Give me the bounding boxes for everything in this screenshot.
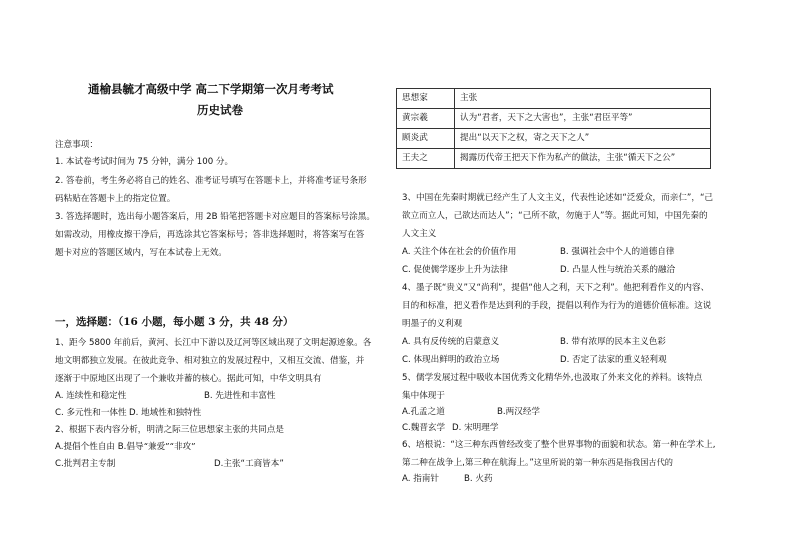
q3-option-a: A. 关注个体在社会的价值作用 [402, 247, 517, 257]
q5-stem-line: 5、儒学发展过程中吸收本国优秀文化精华外,也汲取了外来文化的养料。该特点 [402, 373, 703, 383]
q1-stem-line: 地文明都独立发展。在彼此竞争、相对独立的发展过程中，又相互交流、借鉴，并 [55, 356, 365, 366]
q6-stem-line [402, 458, 673, 468]
table-row [397, 109, 711, 129]
q3-stem-line: 人文主义 [402, 229, 437, 239]
q2-option-ab-text: A.提倡个性自由 B.倡导 [55, 442, 144, 452]
notes-line: 3. 答选择题时，选出每小题答案后，用 2B 铅笔把答题卡对应题目的答案标号涂黑。 [55, 212, 375, 222]
table-row [397, 129, 711, 149]
notes-line: 码粘贴在答题卡上的指定位置。 [55, 194, 176, 204]
q2-stem: 2、根据下表内容分析，明清之际三位思想家主张的共同点是 [55, 425, 284, 435]
table-cell: 顾炎武 [397, 129, 455, 149]
q6-option-b: B. 火药 [464, 474, 493, 484]
q5-stem-line: 集中体现于 [402, 391, 445, 401]
q1-option-c: C. 多元性和一体性 [55, 408, 127, 418]
notes-line: 如需改动，用橡皮擦干净后，再选涂其它答案标号；答非选择题时，将答案写在答 [55, 230, 365, 240]
table-cell: 思想家 [397, 89, 455, 109]
q4-option-d: D. 否定了法家的重义轻利观 [560, 355, 667, 365]
q2-option-ab [55, 443, 196, 452]
q6-option-a: A. 指南针 [402, 474, 439, 484]
q4-option-c: C. 体现出鲜明的政治立场 [402, 355, 500, 365]
table-cell: 提出“以天下之权，寄之天下之人” [455, 129, 711, 149]
notes-line: 题卡对应的答题区域内，写在本试卷上无效。 [55, 248, 227, 258]
table-cell: 认为“君者，天下之大害也”，主张“君臣平等” [455, 109, 711, 129]
notes-line: 1. 本试卷考试时间为 75 分钟，满分 100 分。 [55, 157, 234, 167]
thinkers-table [396, 88, 711, 169]
table-row [397, 149, 711, 169]
q1-stem-line: 逐渐于中原地区出现了一个兼收并蓄的核心。据此可知，中华文明具有 [55, 374, 322, 384]
q3-stem-line: 欲立而立人，己欲达而达人”；“己所不欲，勿施于人”等。据此可知，中国先秦的 [402, 211, 708, 221]
q1-option-d: D. 地域性和独特性 [129, 408, 202, 418]
table-cell: 主张 [455, 89, 711, 109]
q5-option-b: B.两汉经学 [497, 407, 541, 417]
q2-option-b-quote: “兼爱”“非攻” [143, 442, 196, 452]
q4-option-a: A. 具有反传统的启蒙意义 [402, 337, 500, 347]
q5-option-c: C.魏晋玄学 [402, 423, 446, 433]
notes-line: 2. 答卷前，考生务必将自己的姓名、准考证号填写在答题卡上，并将准考证号条形 [55, 176, 367, 186]
q6-stem-line-head: 第二种在战争上,第三种在航海上。” [402, 458, 534, 468]
notes-heading: 注意事项： [55, 140, 98, 150]
q5-option-a: A.孔孟之道 [402, 407, 445, 417]
q2-option-c: C.批判君主专制 [55, 459, 116, 469]
q5-option-d: D. 宋明理学 [452, 423, 499, 433]
q3-stem-line: 3、中国在先秦时期就已经产生了人文主义，代表性论述如“泛爱众，而亲仁”，“己 [402, 193, 714, 203]
table-cell: 黄宗羲 [397, 109, 455, 129]
q2-option-d: D.主张“工商皆本” [214, 459, 284, 469]
exam-subtitle: 历史试卷 [197, 103, 243, 117]
q6-stem-line-tail: 这里所说的第一种东西是指我国古代的 [533, 457, 673, 467]
q3-option-d: D. 凸显人性与统治关系的融洽 [560, 265, 676, 275]
q3-option-c: C. 促使儒学逐步上升为法律 [402, 265, 508, 275]
q4-stem-line: 4、墨子既“贵义”又“尚利”，提倡“他人之利，天下之利”。他把利看作义的内容、 [402, 283, 710, 293]
table-cell: 王夫之 [397, 149, 455, 169]
q1-stem-line: 1、距今 5800 年前后，黄河、长江中下游以及辽河等区域出现了文明起源迹象。各 [55, 338, 372, 348]
q1-option-b: B. 先进性和丰富性 [204, 391, 276, 401]
q3-option-b: B. 强调社会中个人的道德自律 [560, 247, 675, 257]
table-row [397, 89, 711, 109]
q6-stem-line: 6、培根说：“这三种东西曾经改变了整个世界事物的面貌和状态。第一种在学术上, [402, 440, 716, 450]
section-heading: 一，选择题：（16 小题，每小题 3 分，共 48 分） [55, 316, 294, 328]
q4-option-b: B. 带有浓厚的民本主义色彩 [560, 337, 666, 347]
q4-stem-line: 明墨子的义利观 [402, 319, 463, 329]
q4-stem-line: 目的和标准，把义看作是达到利的手段，提倡以利作为行为的道德价值标准。这说 [402, 301, 712, 311]
exam-title: 通榆县毓才高级中学 高二下学期第一次月考考试 [88, 82, 334, 96]
q1-option-a: A. 连续性和稳定性 [55, 391, 127, 401]
table-cell: 揭露历代帝王把天下作为私产的做法，主张“循天下之公” [455, 149, 711, 169]
